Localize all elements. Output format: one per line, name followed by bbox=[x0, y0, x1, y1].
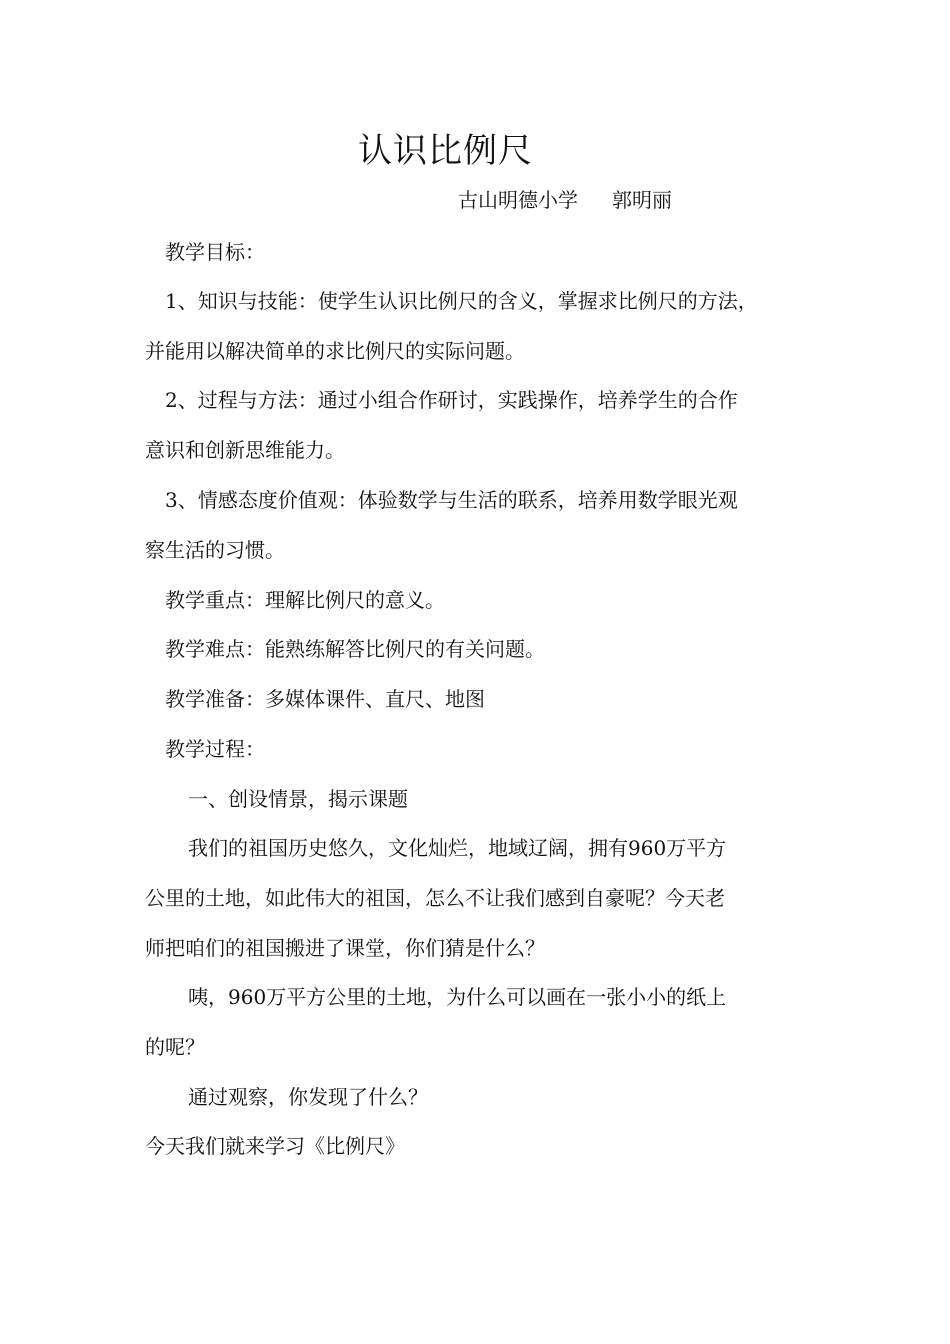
paragraph-line: 今天我们就来学习《比例尺》 bbox=[145, 1134, 405, 1158]
objectives-heading: 教学目标： bbox=[165, 240, 265, 264]
preparation-line: 教学准备：多媒体课件、直尺、地图 bbox=[165, 687, 485, 711]
paragraph-line: 通过观察，你发现了什么？ bbox=[188, 1085, 428, 1109]
difficulty-line: 教学难点：能熟练解答比例尺的有关问题。 bbox=[165, 637, 545, 661]
paragraph-line: 的呢？ bbox=[145, 1035, 205, 1059]
author-line bbox=[458, 188, 672, 212]
paragraph-line: 1、知识与技能：使学生认识比例尺的含义，掌握求比例尺的方法， bbox=[165, 289, 758, 313]
paragraph-line: 察生活的习惯。 bbox=[145, 538, 285, 562]
process-heading: 教学过程： bbox=[165, 737, 265, 761]
paragraph-line: 师把咱们的祖国搬进了课堂，你们猜是什么？ bbox=[145, 936, 545, 960]
document-title: 认识比例尺 bbox=[358, 131, 533, 171]
paragraph-line: 并能用以解决简单的求比例尺的实际问题。 bbox=[145, 339, 525, 363]
paragraph-line: 3、情感态度价值观：体验数学与生活的联系，培养用数学眼光观 bbox=[165, 488, 738, 512]
paragraph-line: 2、过程与方法：通过小组合作研讨，实践操作，培养学生的合作 bbox=[165, 388, 738, 412]
author-name: 郭明丽 bbox=[612, 188, 672, 212]
paragraph-line: 我们的祖国历史悠久，文化灿烂，地域辽阔，拥有960万平方 bbox=[188, 836, 727, 860]
paragraph-line: 意识和创新思维能力。 bbox=[145, 438, 345, 462]
school-name: 古山明德小学 bbox=[458, 188, 578, 212]
section-heading: 一、创设情景，揭示课题 bbox=[188, 787, 408, 811]
key-point-line: 教学重点：理解比例尺的意义。 bbox=[165, 588, 445, 612]
paragraph-line: 公里的土地，如此伟大的祖国，怎么不让我们感到自豪呢？今天老 bbox=[145, 886, 725, 910]
paragraph-line: 咦，960万平方公里的土地，为什么可以画在一张小小的纸上 bbox=[188, 985, 727, 1009]
